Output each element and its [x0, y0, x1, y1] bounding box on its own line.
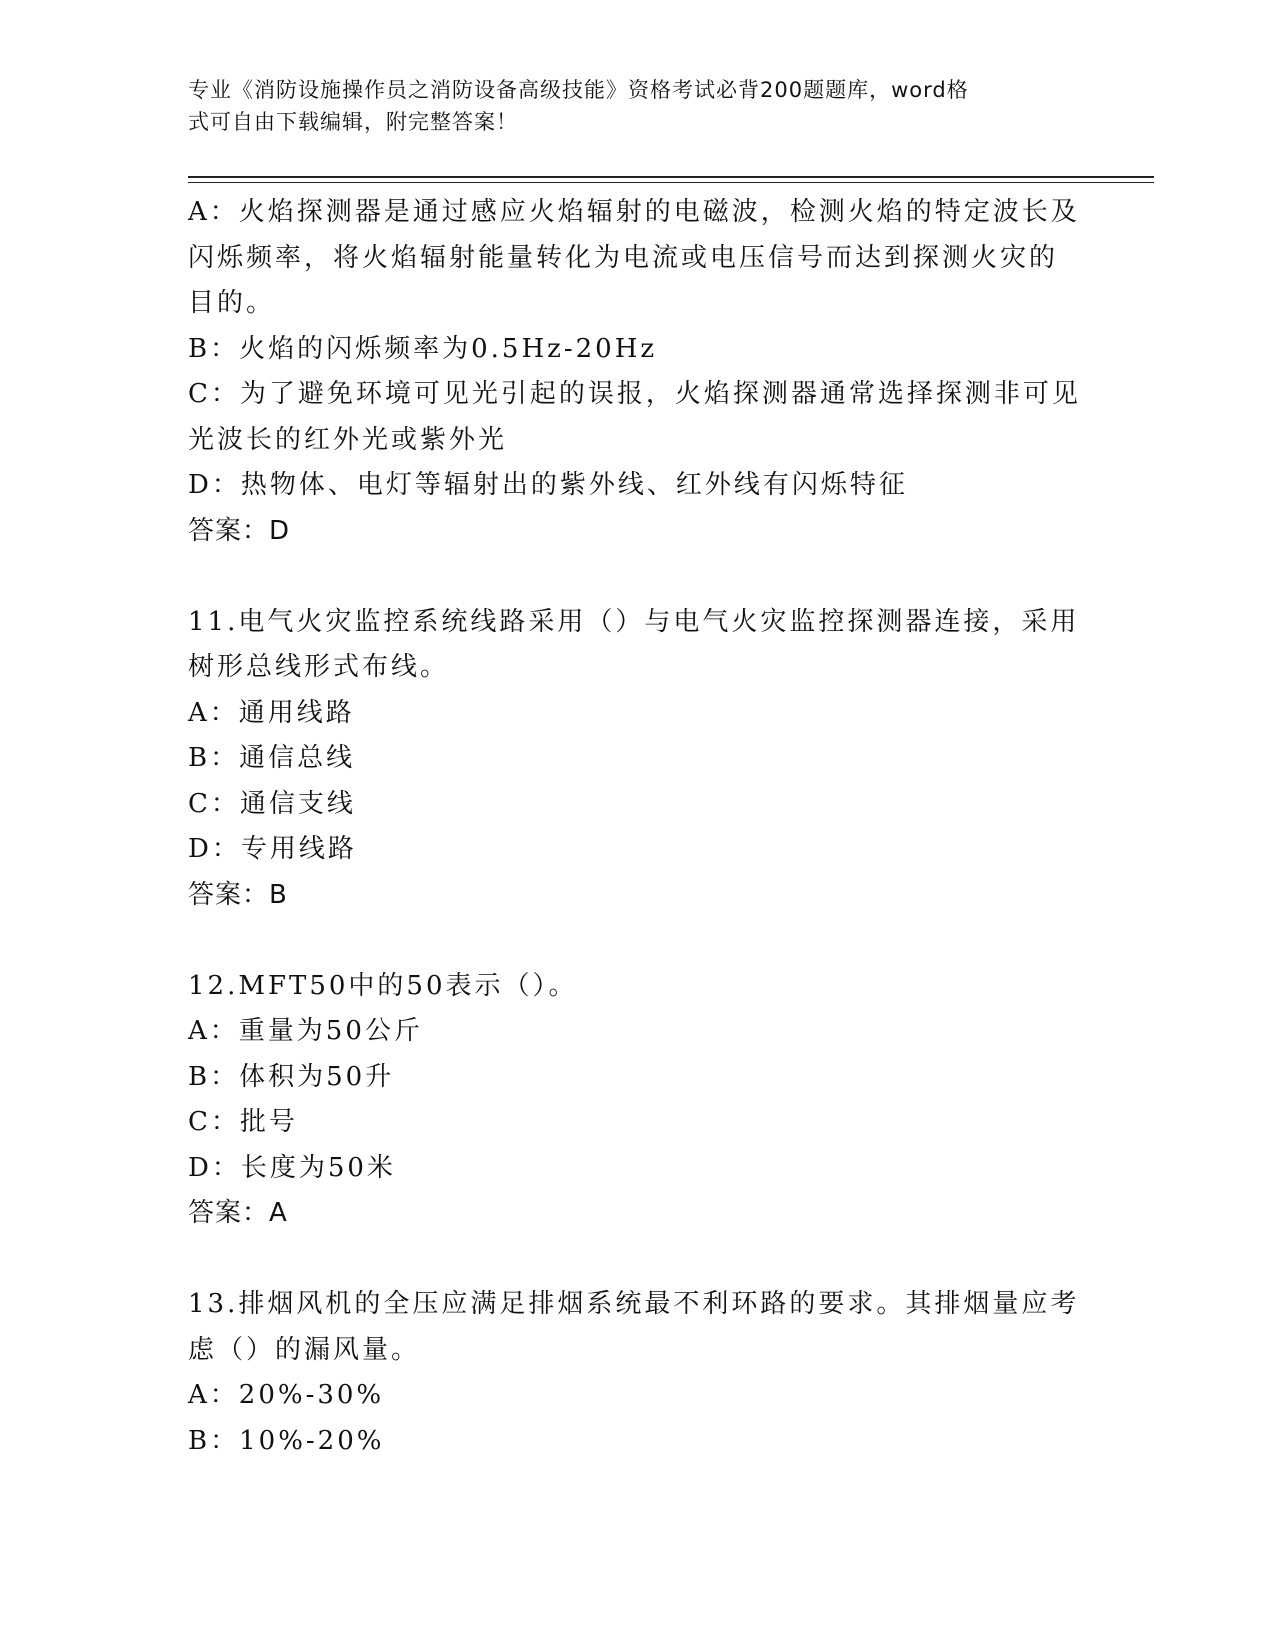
option-b: B：体积为50升	[188, 1061, 395, 1092]
question-13-block	[188, 1282, 1088, 1464]
document-header	[188, 74, 1068, 138]
spacer	[188, 554, 1088, 600]
option-c: C：批号	[188, 1107, 298, 1137]
option-d: D：专用线路	[188, 834, 357, 864]
spacer	[188, 1237, 1088, 1283]
question-stem: 12.MFT50中的50表示（）。	[188, 970, 578, 1001]
option-a: A：20%-30%	[188, 1380, 385, 1410]
answer-line: 答案：B	[188, 879, 288, 910]
question-12-block	[188, 964, 1088, 1237]
question-stem-line-2: 虑（）的漏风量。	[188, 1334, 421, 1365]
question-stem-line-1: 11.电气火灾监控系统线路采用（）与电气火灾监控探测器连接，采用	[188, 606, 1080, 637]
option-c: C：通信支线	[188, 788, 356, 819]
answer-line: 答案：D	[188, 515, 291, 546]
option-b: B：通信总线	[188, 743, 356, 773]
header-divider-thin	[188, 182, 1154, 183]
spacer	[188, 918, 1088, 964]
option-a-line-1: A：火焰探测器是通过感应火焰辐射的电磁波，检测火焰的特定波长及	[188, 197, 1080, 227]
question-stem-line-2: 树形总线形式布线。	[188, 652, 450, 682]
option-b: B：10%-20%	[188, 1425, 385, 1456]
option-d: D：长度为50米	[188, 1152, 396, 1183]
question-10-block	[188, 190, 1088, 554]
option-a: A：重量为50公斤	[188, 1016, 423, 1046]
option-d: D：热物体、电灯等辐射出的紫外线、红外线有闪烁特征	[188, 470, 908, 500]
option-b: B：火焰的闪烁频率为0.5Hz-20Hz	[188, 333, 658, 364]
option-a: A：通用线路	[188, 697, 355, 728]
option-c-line-1: C：为了避免环境可见光引起的误报，火焰探测器通常选择探测非可见	[188, 379, 1081, 409]
option-c-line-2: 光波长的红外光或紫外光	[188, 424, 508, 455]
option-a-line-3: 目的。	[188, 288, 276, 318]
header-title-line-1: 专业《消防设施操作员之消防设备高级技能》资格考试必背200题题库，word格	[188, 78, 969, 102]
question-stem-line-1: 13.排烟风机的全压应满足排烟系统最不利环路的要求。其排烟量应考	[188, 1289, 1080, 1319]
header-divider-thick	[188, 176, 1154, 178]
answer-line: 答案：A	[188, 1198, 288, 1228]
header-title-line-2: 式可自由下载编辑，附完整答案！	[188, 110, 518, 134]
question-content	[188, 190, 1088, 1464]
question-11-block	[188, 600, 1088, 919]
option-a-line-2: 闪烁频率，将火焰辐射能量转化为电流或电压信号而达到探测火灾的	[188, 242, 1059, 273]
